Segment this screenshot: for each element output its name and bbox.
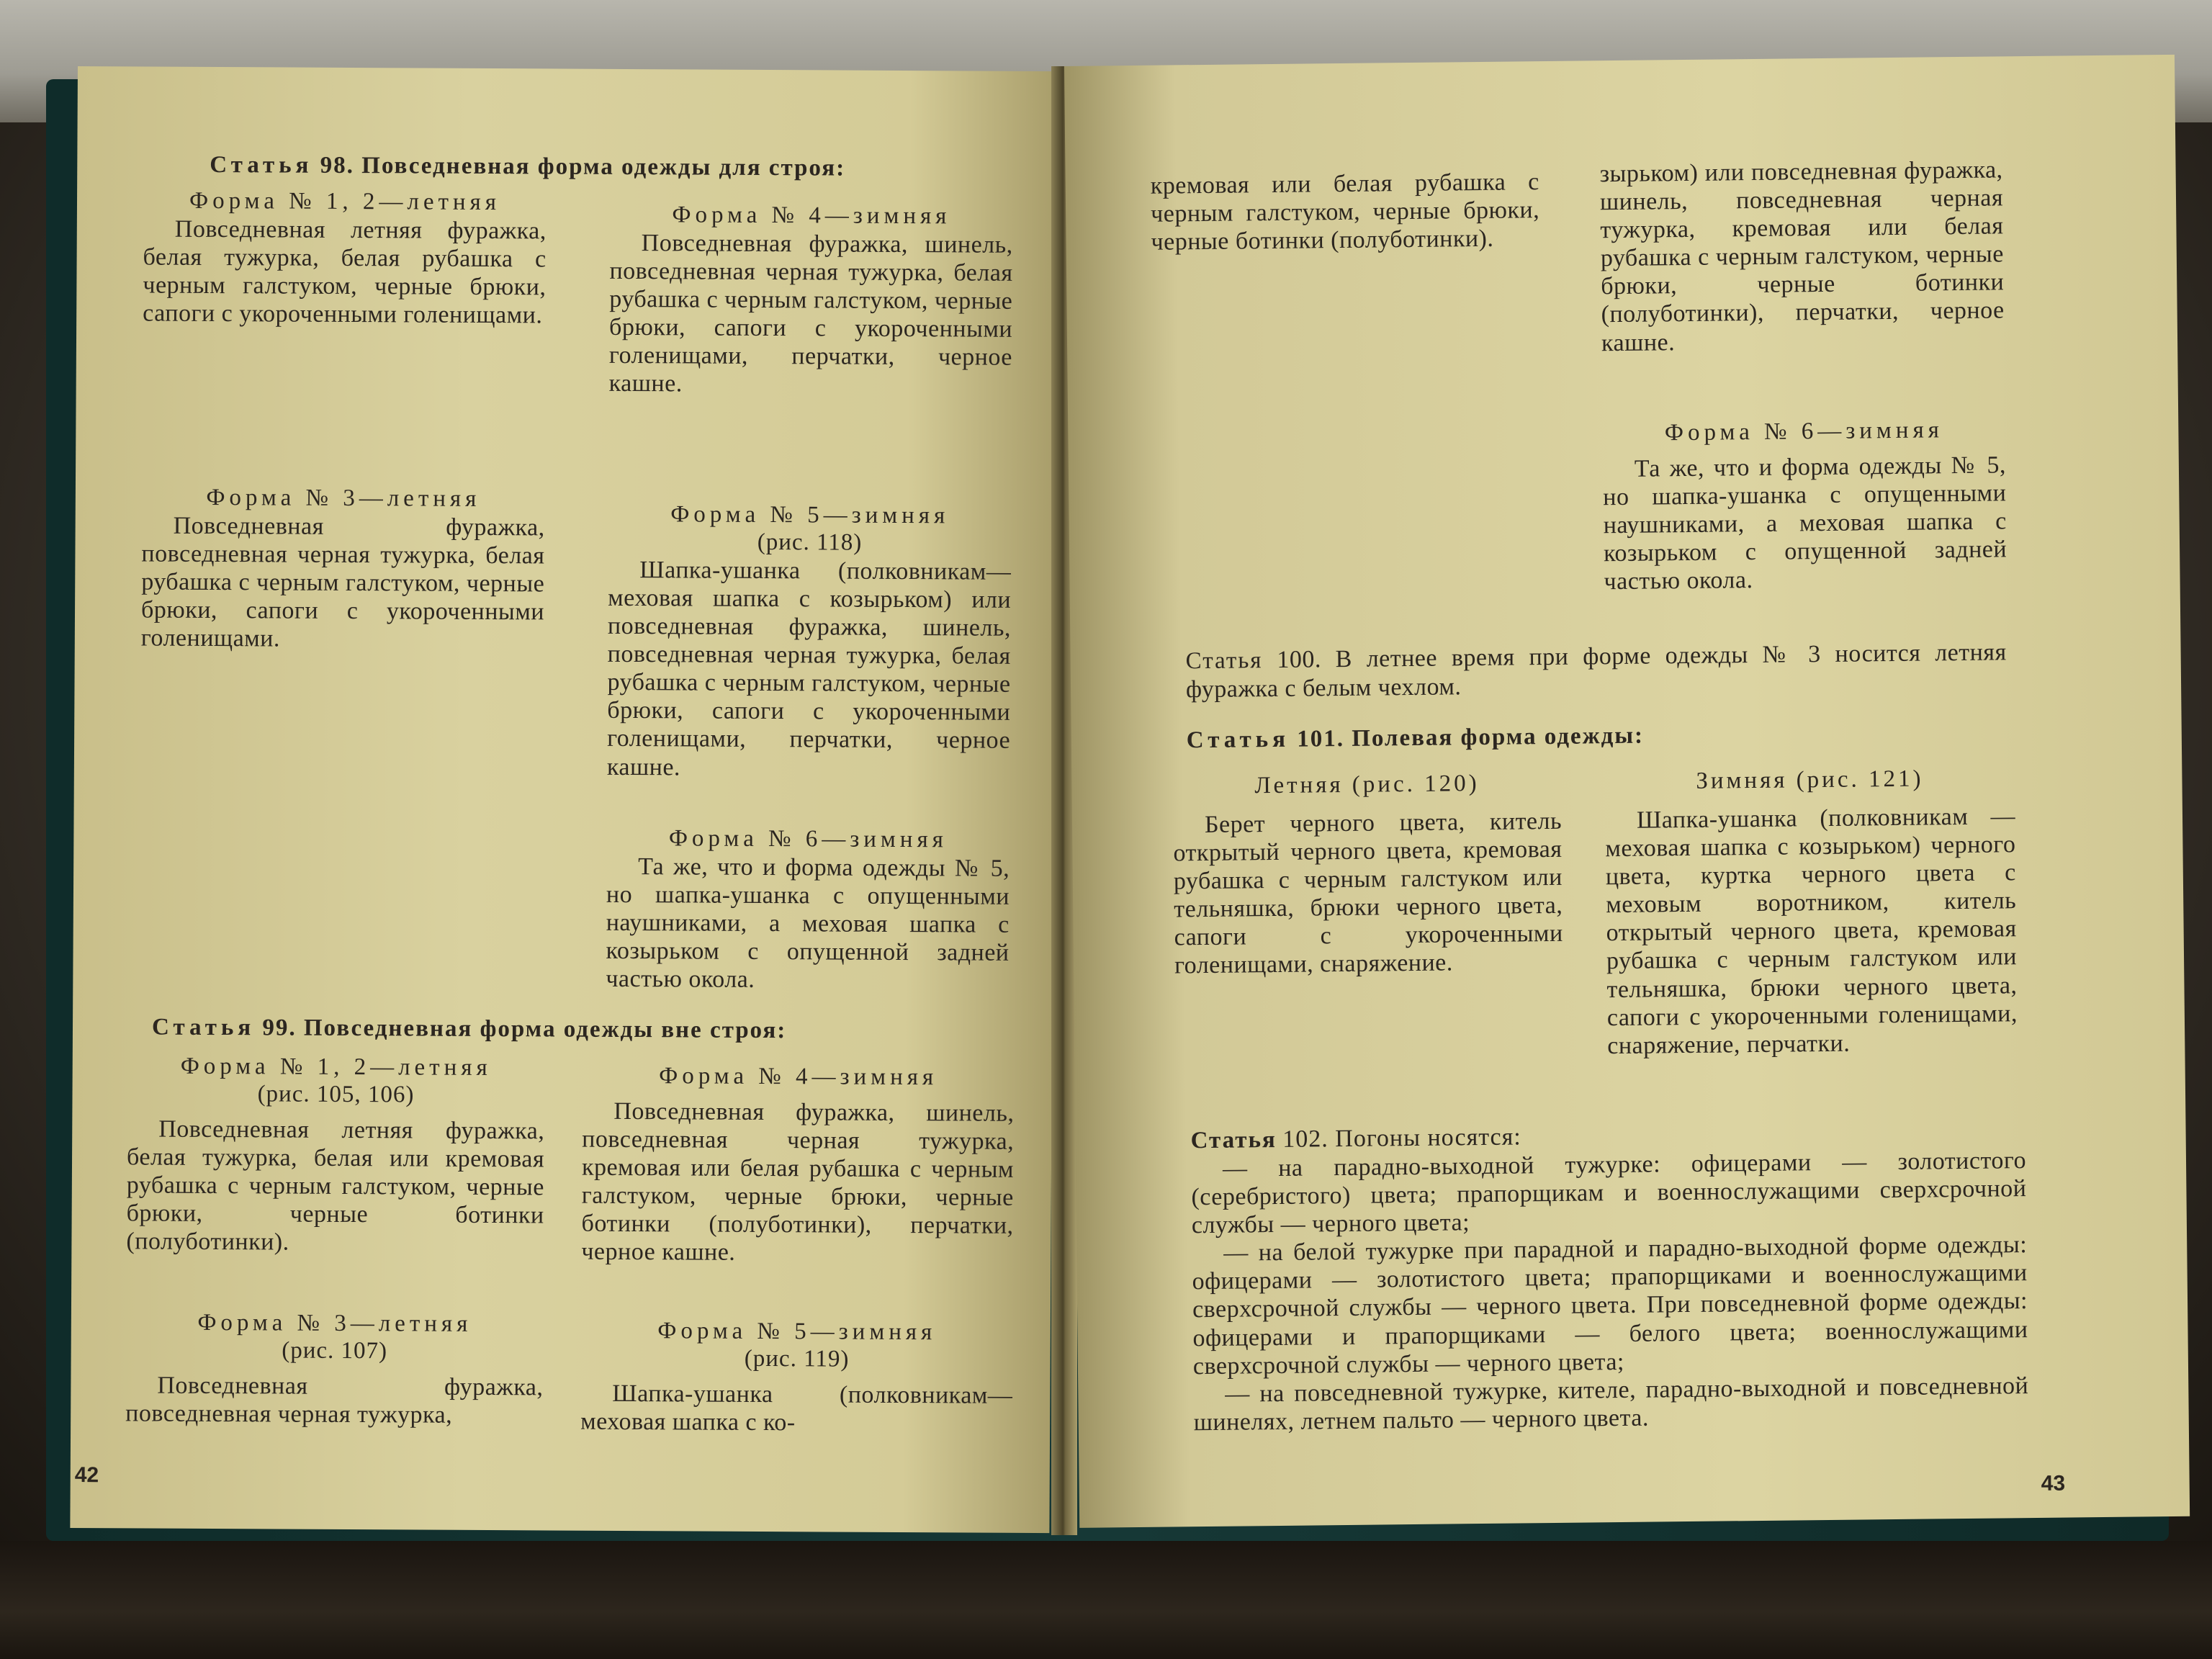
form-text: Та же, что и форма одежды № 5, но шапка-ушанка с опущенными наушниками, а меховая шапка с козырьком с опущенной задней частью окола.	[1603, 451, 2008, 595]
art99-form-3	[125, 1309, 544, 1429]
article-102-item: — на белой тужурке при парадной и парадно-выходной форме одежды: офицерами — золотистого цвета; прапорщиками и военнослужащими сверхсрочной службы — черного цвета. При повседневной форме одежды: офицерами и прапорщиками — белого цвета; военнослужащими сверхсрочной службы — черного цвета;	[1192, 1231, 2028, 1380]
article-99-heading: Статья 99. Повседневная форма одежды вне строя:	[151, 1014, 787, 1044]
table-surface	[0, 1541, 2212, 1659]
form-text: Повседневная фуражка, шинель, повседневная черная тужурка, белая рубашка с черным галстуком, черные брюки, сапоги с укороченными голенищами, перчатки, черное кашне.	[608, 230, 1013, 397]
form-text: Повседневная фуражка, повседневная черная тужурка,	[125, 1372, 544, 1429]
art98-form-5	[607, 501, 1012, 783]
article-102-item: — на повседневной тужурке, кителе, парадно-выходной и повседневной шинелях, летнем пальто — черного цвета.	[1193, 1372, 2029, 1437]
form-title: Форма № 1, 2—летняя (рис. 105, 106)	[180, 1053, 492, 1108]
continued-text-left: кремовая или белая рубашка с черным галстуком, черные брюки, черные ботинки (полуботинки).	[1150, 168, 1540, 256]
art98-form-1-2	[143, 187, 547, 329]
form-title: Летняя (рис. 120)	[1254, 770, 1480, 799]
article-98-heading: Статья 98. Повседневная форма одежды для строя:	[210, 151, 846, 181]
art98-form-3	[141, 484, 545, 654]
form-title: Форма № 5—зимняя (рис. 118)	[670, 501, 950, 556]
form-text: Повседневная летняя фуражка, белая тужурка, белая рубашка с черным галстуком, черные брюки, сапоги с укороченными голенищами.	[143, 215, 547, 329]
form-title: Зимняя (рис. 121)	[1696, 765, 1924, 794]
form-text: Шапка-ушанка (полковникам—меховая шапка с ко-	[580, 1380, 1013, 1437]
article-102-heading: Статья 102. Погоны носятся:	[1190, 1123, 1521, 1154]
art99-form-5	[580, 1318, 1013, 1438]
article-100: Статья 100. В летнее время при форме одежды № 3 носится летняя фуражка с белым чехлом.	[1185, 639, 2007, 703]
page-number: 43	[2041, 1471, 2066, 1496]
right-page	[1064, 55, 2190, 1528]
form-title: Форма № 3—летняя	[206, 484, 481, 512]
art101-summer	[1172, 770, 1563, 980]
art98-form-4	[609, 202, 1013, 400]
form-text: Шапка-ушанка (полковникам—меховая шапка с козырьком) или повседневная фуражка, шинель, повседневная черная тужурка, белая рубашка с черным галстуком, черные брюки, сапоги с укороченными голенищами, перчатки, черное кашне.	[606, 556, 1012, 781]
form-title: Форма № 4—зимняя	[672, 202, 951, 230]
form-text: Шапка-ушанка (полковникам — меховая шапка с козырьком) черного цвета, куртка черного цвета с меховым воротником, китель открытый черного цвета, кремовая рубашка с черным галстуком или тельняшка, брюки черного цвета, сапоги с укороченными голенищами, снаряжение, перчатки.	[1605, 803, 2018, 1059]
form-title: Форма № 3—летняя (рис. 107)	[197, 1309, 472, 1364]
art98-form-6	[606, 825, 1010, 995]
continued-text-right: зырьком) или повседневная фуражка, шинель, повседневная черная тужурка, кремовая или белая рубашка с черным галстуком, черные брюки, черные ботинки (полуботинки), перчатки, черное кашне.	[1599, 156, 2005, 356]
form-title: Форма № 6—зимняя	[1664, 417, 1944, 446]
form-title: Форма № 4—зимняя	[659, 1063, 938, 1091]
form-title: Форма № 6—зимняя	[668, 825, 948, 853]
article-101-heading: Статья 101. Полевая форма одежды:	[1186, 722, 1645, 754]
form-text: Повседневная летняя фуражка, белая тужурка, белая или кремовая рубашка с черным галстуком, черные брюки, черные ботинки (полуботинки).	[126, 1115, 545, 1256]
form-text: Та же, что и форма одежды № 5, но шапка-ушанка с опущенными наушниками, а меховая шапка с козырьком с опущенной задней частью окола.	[606, 853, 1010, 994]
art99-form-4	[581, 1063, 1014, 1269]
art101-winter	[1604, 765, 2018, 1060]
article-102-item: — на парадно-выходной тужурке: офицерами — золотистого (серебристого) цвета; прапорщикам и военнослужащими сверхсрочной службы — черного цвета;	[1191, 1147, 2027, 1239]
form-title: Форма № 1, 2—летняя	[189, 187, 501, 216]
form-text: Повседневная фуражка, шинель, повседневная черная тужурка, кремовая или белая рубашка с черным галстуком, черные брюки, черные ботинки (полуботинки), перчатки, черное кашне.	[581, 1097, 1015, 1267]
form-title: Форма № 5—зимняя (рис. 119)	[657, 1318, 937, 1372]
form-text: Берет черного цвета, китель открытый черного цвета, кремовая рубашка с черным галстуком или тельняшка, брюки черного цвета, сапоги с укороченными голенищами, снаряжение.	[1173, 807, 1563, 979]
form-text: Повседневная фуражка, повседневная черная тужурка, белая рубашка с черным галстуком, черные брюки, сапоги с укороченными голенищами.	[140, 512, 545, 652]
page-number: 42	[74, 1463, 99, 1488]
right-form-6	[1602, 416, 2008, 595]
left-page	[70, 66, 1057, 1533]
art99-form-1-2	[126, 1053, 544, 1257]
article-102	[1190, 1118, 2028, 1437]
